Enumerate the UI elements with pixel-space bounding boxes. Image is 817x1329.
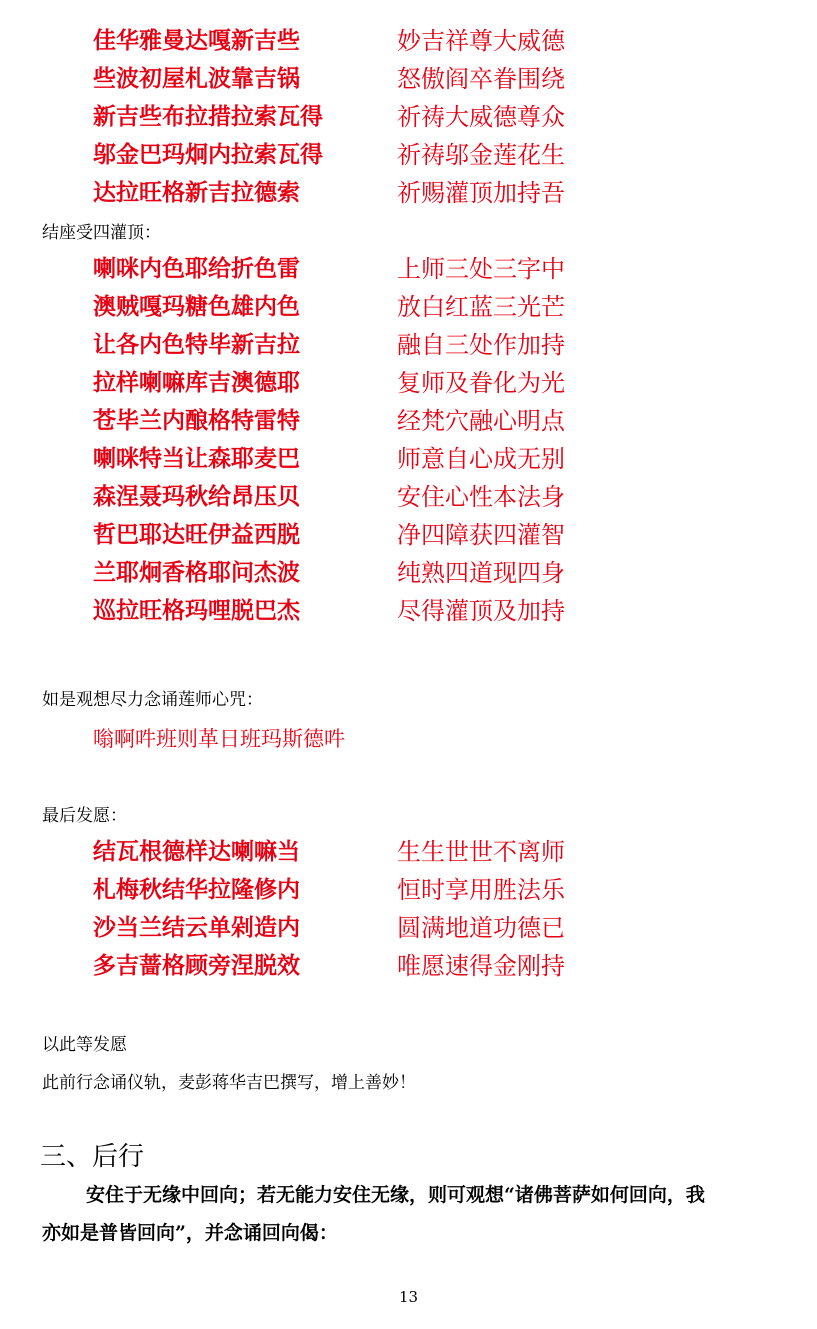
verse-row [0, 402, 817, 440]
verse-row [0, 516, 817, 554]
verse-row [0, 554, 817, 592]
verse-meaning: 融自三处作加持 [397, 331, 565, 359]
verse-phonetic: 邬金巴玛炯内拉索瓦得 [93, 141, 323, 168]
verse-row [0, 440, 817, 478]
verse-phonetic: 拉样喇嘛库吉澳德耶 [93, 369, 300, 396]
verse-meaning: 尽得灌顶及加持 [397, 597, 565, 625]
verse-phonetic: 澳贼嘎玛糖色雄内色 [93, 293, 300, 320]
verse-meaning: 经梵穴融心明点 [397, 407, 565, 435]
verse-meaning: 祈祷邬金莲花生 [397, 141, 565, 169]
verse-phonetic: 些波初屋札波靠吉锅 [93, 65, 300, 92]
verse-phonetic: 多吉蔷格顾旁涅脱效 [93, 952, 300, 979]
verse-phonetic: 沙当兰结云单剁造内 [93, 914, 300, 941]
verse-phonetic: 新吉些布拉措拉索瓦得 [93, 103, 323, 130]
verse-phonetic: 札梅秋结华拉隆修内 [93, 876, 300, 903]
verse-row [0, 174, 817, 212]
verse-block-aspiration [0, 833, 817, 985]
verse-row [0, 22, 817, 60]
verse-row [0, 250, 817, 288]
mantra-text: 嗡啊吽班则革日班玛斯德吽 [93, 727, 345, 751]
verse-row [0, 326, 817, 364]
verse-meaning: 恒时享用胜法乐 [397, 876, 565, 904]
verse-meaning: 生生世世不离师 [397, 838, 565, 866]
verse-row [0, 871, 817, 909]
verse-meaning: 上师三处三字中 [397, 255, 565, 283]
verse-phonetic: 兰耶炯香格耶问杰波 [93, 559, 300, 586]
verse-meaning: 祈祷大威德尊众 [397, 103, 565, 131]
verse-row [0, 98, 817, 136]
verse-row [0, 909, 817, 947]
verse-phonetic: 喇咪内色耶给折色雷 [93, 255, 300, 282]
verse-meaning: 圆满地道功德已 [397, 914, 565, 942]
verse-phonetic: 喇咪特当让森耶麦巴 [93, 445, 300, 472]
verse-row [0, 833, 817, 871]
verse-phonetic: 森涅聂玛秋给昂压贝 [93, 483, 300, 510]
verse-row [0, 136, 817, 174]
page-number: 13 [398, 1288, 419, 1306]
verse-meaning: 怒傲阎卒眷围绕 [397, 65, 565, 93]
verse-row [0, 592, 817, 630]
verse-meaning: 净四障获四灌智 [397, 521, 565, 549]
verse-row [0, 947, 817, 985]
verse-meaning: 安住心性本法身 [397, 483, 565, 511]
verse-meaning: 唯愿速得金刚持 [397, 952, 565, 980]
note-four-empowerments: 结座受四灌顶： [42, 223, 161, 243]
verse-phonetic: 达拉旺格新吉拉德索 [93, 179, 300, 206]
verse-phonetic: 结瓦根德样达喇嘛当 [93, 838, 300, 865]
dedication-paragraph [42, 1176, 802, 1252]
verse-phonetic: 巡拉旺格玛哩脱巴杰 [93, 597, 300, 624]
paragraph-line: 安住于无缘中回向；若无能力安住无缘，则可观想“诸佛菩萨如何回向，我 [86, 1184, 705, 1206]
note-final-aspiration: 最后发愿： [42, 806, 127, 826]
verse-meaning: 师意自心成无别 [397, 445, 565, 473]
note-recite-mantra: 如是观想尽力念诵莲师心咒： [42, 690, 263, 710]
verse-phonetic: 佳华雅曼达嘎新吉些 [93, 27, 300, 54]
verse-meaning: 纯熟四道现四身 [397, 559, 565, 587]
note-author: 此前行念诵仪轨，麦彭蒋华吉巴撰写，增上善妙！ [42, 1073, 416, 1093]
verse-meaning: 祈赐灌顶加持吾 [397, 179, 565, 207]
verse-row [0, 364, 817, 402]
verse-meaning: 放白红蓝三光芒 [397, 293, 565, 321]
verse-block-invocation [0, 22, 817, 212]
verse-phonetic: 苍毕兰内酿格特雷特 [93, 407, 300, 434]
verse-meaning: 复师及眷化为光 [397, 369, 565, 397]
section-heading: 三、后行 [40, 1142, 145, 1172]
verse-row [0, 60, 817, 98]
verse-row [0, 478, 817, 516]
verse-phonetic: 哲巴耶达旺伊益西脱 [93, 521, 300, 548]
verse-row [0, 288, 817, 326]
verse-phonetic: 让各内色特毕新吉拉 [93, 331, 300, 358]
verse-block-empowerment [0, 250, 817, 630]
note-aspiration-end: 以此等发愿 [42, 1035, 127, 1055]
paragraph-line: 亦如是普皆回向”，并念诵回向偈： [42, 1222, 338, 1244]
verse-meaning: 妙吉祥尊大威德 [397, 27, 565, 55]
